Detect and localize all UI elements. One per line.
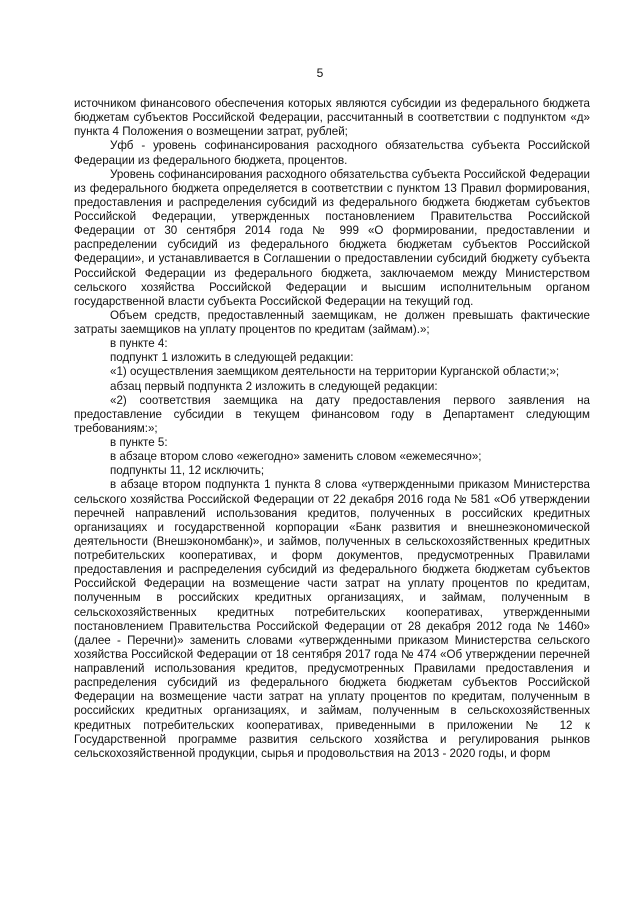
paragraph-subitem-2-intro: абзац первый подпункта 2 изложить в следующей редакции: <box>110 379 438 393</box>
page-number: 5 <box>316 66 324 80</box>
paragraph-item-5: в пункте 5: <box>110 436 168 449</box>
paragraph-ufb-definition: Уфб - уровень софинансирования расходного обязательства субъекта Российской Федерации из федерального бюджета, процентов. <box>74 139 590 167</box>
paragraph-subitem-2-text: «2) соответствия заемщика на дату предоставления первого заявления на предоставление субсидии в текущем финансовом году в Департамент следующим требованиям:»; <box>74 393 590 435</box>
paragraph-item-4: в пункте 4: <box>110 337 168 351</box>
paragraph-subitems-exclude: подпункты 11, 12 исключить; <box>110 464 265 478</box>
paragraph-cofinancing-level: Уровень софинансирования расходного обязательства субъекта Российской Федерации из федерального бюджета определяется в соответствии с пунктом 13 Правил формирования, предоставления и распределения субсидий из федерального бюджета бюджетам субъектов Российской Федерации, утвержденных постановлением Правительства Российской Федерации от 30 сентября 2014 года № 999 «О формировании, предоставлении и распределении субсидий из федерального бюджета бюджетам субъектов Российской Федерации», и устанавливается в Соглашении о предоставлении субсидий бюджету субъекта Российской Федерации из федерального бюджета, заключаемом между Министерством сельского хозяйства Российской Федерации и высшим исполнительным органом государственной власти субъекта Российской Федерации на текущий год. <box>74 167 590 308</box>
paragraph-continuation: источником финансового обеспечения которых являются субсидии из федерального бюджета бюджетам субъектов Российской Федерации, рассчитанный в соответствии с подпунктом «д» пункта 4 Положения о возмещении затрат, рублей; <box>74 97 590 139</box>
paragraph-subitem-1-intro: подпункт 1 изложить в следующей редакции: <box>110 351 354 365</box>
document-body <box>74 97 590 761</box>
paragraph-item-8-change: в абзаце втором подпункта 1 пункта 8 слова «утвержденными приказом Министерства сельского хозяйства Российской Федерации от 22 декабря 2016 года № 581 «Об утверждении перечней направлений использования кредитов, полученных в российских кредитных организациях и государственной корпорации «Банк развития и внешнеэкономической деятельности (Внешэкономбанк)», и займов, полученных в сельскохозяйственных кредитных потребительских кооперативах, и форм документов, предусмотренных Правилами предоставления и распределения субсидий из федерального бюджета бюджетам субъектов Российской Федерации на возмещение части затрат на уплату процентов по кредитам, полученным в российских кредитных организациях, и займам, полученным в сельскохозяйственных кредитных потребительских кооперативах, утвержденными постановлением Правительства Российской Федерации от 28 декабря 2012 года № 1460» (далее - Перечни)» заменить словами «утвержденными приказом Министерства сельского хозяйства Российской Федерации от 18 сентября 2017 года № 474 «Об утверждении перечней направлений использования кредитов, предусмотренных Правилами предоставления и распределения субсидий из федерального бюджета бюджетам субъектов Российской Федерации на возмещение части затрат на уплату процентов по кредитам, полученным в российских кредитных организациях, и займам, полученным в сельскохозяйственных кредитных потребительских кооперативах, приведенными в приложении № 12 к Государственной программе развития сельского хозяйства и регулирования рынков сельскохозяйственной продукции, сырья и продовольствия на 2013 - 2020 годы, и форм <box>74 478 590 760</box>
paragraph-item-5-change: в абзаце втором слово «ежегодно» заменить словом «ежемесячно»; <box>110 450 482 464</box>
paragraph-subitem-1-text: «1) осуществления заемщиком деятельности на территории Курганской области;»; <box>110 365 560 379</box>
paragraph-funds-limit: Объем средств, предоставленный заемщикам, не должен превышать фактические затраты заемщиков на уплату процентов по кредитам (займам).»; <box>74 308 590 336</box>
